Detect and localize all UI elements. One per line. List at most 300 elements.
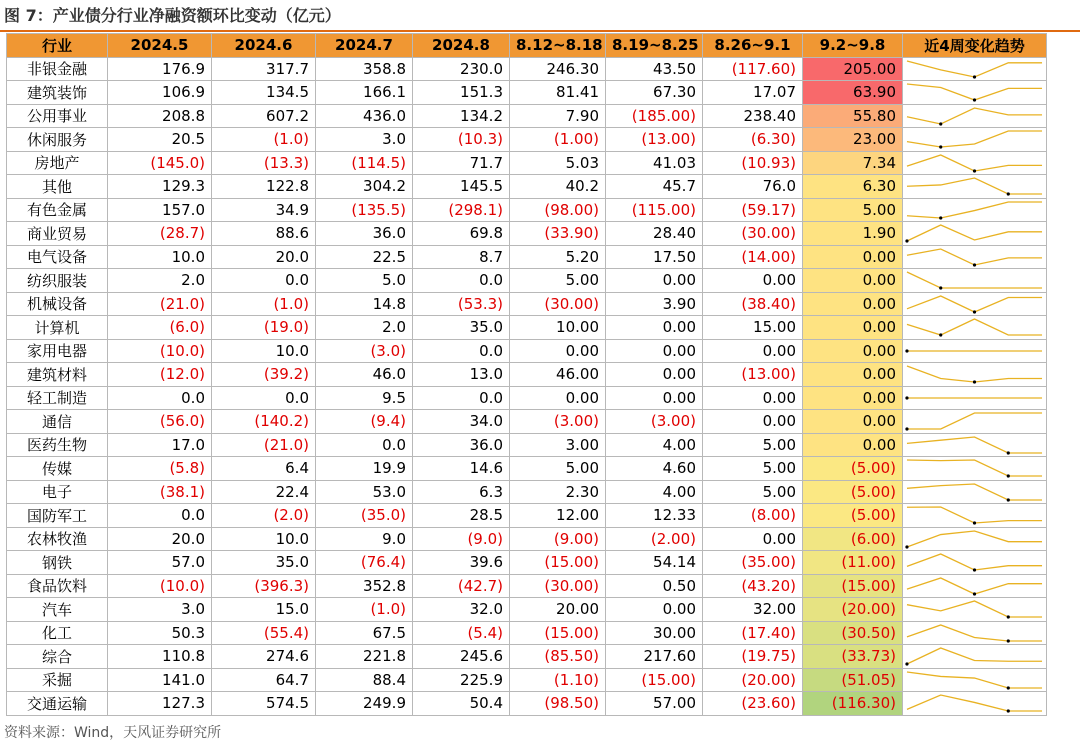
value-cell: 134.5 — [212, 81, 316, 105]
value-cell: 0.0 — [413, 269, 510, 293]
value-cell: 34.9 — [212, 198, 316, 222]
sparkline-line — [907, 460, 1042, 476]
table-row — [7, 198, 1047, 222]
table-row — [7, 574, 1047, 598]
table-row — [7, 504, 1047, 528]
trend-sparkline — [903, 363, 1047, 387]
column-header: 2024.6 — [212, 34, 316, 58]
trend-sparkline — [903, 292, 1047, 316]
value-cell: (20.00) — [703, 668, 803, 692]
value-cell: 45.7 — [606, 175, 703, 199]
value-cell: 317.7 — [212, 57, 316, 81]
industry-name: 计算机 — [7, 316, 108, 340]
latest-week-value: (116.30) — [803, 692, 903, 716]
table-row — [7, 692, 1047, 716]
industry-name: 非银金融 — [7, 57, 108, 81]
value-cell: (10.93) — [703, 151, 803, 175]
trend-sparkline — [903, 316, 1047, 340]
value-cell: 36.0 — [413, 433, 510, 457]
table-row — [7, 598, 1047, 622]
value-cell: 3.00 — [510, 433, 606, 457]
value-cell: 245.6 — [413, 645, 510, 669]
value-cell: 22.4 — [212, 480, 316, 504]
value-cell: 88.6 — [212, 222, 316, 246]
value-cell: (12.0) — [108, 363, 212, 387]
value-cell: 43.50 — [606, 57, 703, 81]
value-cell: 9.5 — [316, 386, 413, 410]
value-cell: 5.00 — [703, 433, 803, 457]
trend-sparkline — [903, 104, 1047, 128]
sparkline-svg — [903, 528, 1046, 550]
value-cell: 5.03 — [510, 151, 606, 175]
sparkline-line — [907, 108, 1042, 124]
value-cell: (6.30) — [703, 128, 803, 152]
table-row — [7, 480, 1047, 504]
value-cell: (85.50) — [510, 645, 606, 669]
figure-title: 图 7：产业债分行业净融资额环比变动（亿元） — [4, 6, 341, 25]
sparkline-svg — [903, 387, 1046, 409]
sparkline-svg — [903, 340, 1046, 362]
value-cell: 106.9 — [108, 81, 212, 105]
value-cell: 71.7 — [413, 151, 510, 175]
value-cell: 10.0 — [108, 245, 212, 269]
value-cell: (28.7) — [108, 222, 212, 246]
value-cell: 10.0 — [212, 527, 316, 551]
value-cell: 5.0 — [316, 269, 413, 293]
value-cell: 67.5 — [316, 621, 413, 645]
value-cell: 64.7 — [212, 668, 316, 692]
sparkline-line — [907, 578, 1042, 594]
value-cell: (42.7) — [413, 574, 510, 598]
industry-name: 电子 — [7, 480, 108, 504]
value-cell: 10.0 — [212, 339, 316, 363]
value-cell: 12.00 — [510, 504, 606, 528]
sparkline-svg — [903, 316, 1046, 338]
value-cell: 54.14 — [606, 551, 703, 575]
table-row — [7, 339, 1047, 363]
sparkline-line — [907, 366, 1042, 382]
value-cell: 6.4 — [212, 457, 316, 481]
value-cell: 230.0 — [413, 57, 510, 81]
industry-net-financing-table — [6, 33, 1047, 716]
sparkline-line — [907, 178, 1042, 194]
value-cell: 166.1 — [316, 81, 413, 105]
sparkline-line — [907, 202, 1042, 218]
value-cell: 30.00 — [606, 621, 703, 645]
value-cell: (55.4) — [212, 621, 316, 645]
trend-sparkline — [903, 222, 1047, 246]
value-cell: 8.7 — [413, 245, 510, 269]
sparkline-line — [907, 61, 1042, 77]
value-cell: 0.00 — [703, 527, 803, 551]
table-row — [7, 104, 1047, 128]
sparkline-svg — [903, 457, 1046, 479]
value-cell: (53.3) — [413, 292, 510, 316]
value-cell: 0.00 — [606, 339, 703, 363]
sparkline-svg — [903, 551, 1046, 573]
trend-sparkline — [903, 128, 1047, 152]
value-cell: 0.00 — [606, 386, 703, 410]
latest-week-value: 23.00 — [803, 128, 903, 152]
trend-sparkline — [903, 645, 1047, 669]
value-cell: 0.00 — [606, 269, 703, 293]
sparkline-svg — [903, 152, 1046, 174]
value-cell: 9.0 — [316, 527, 413, 551]
value-cell: (396.3) — [212, 574, 316, 598]
table-row — [7, 151, 1047, 175]
sparkline-svg — [903, 575, 1046, 597]
latest-week-value: 5.00 — [803, 198, 903, 222]
value-cell: (38.40) — [703, 292, 803, 316]
value-cell: 0.0 — [212, 386, 316, 410]
value-cell: 35.0 — [212, 551, 316, 575]
sparkline-line — [907, 84, 1042, 100]
trend-sparkline — [903, 269, 1047, 293]
sparkline-svg — [903, 410, 1046, 432]
latest-week-value: (33.73) — [803, 645, 903, 669]
value-cell: (21.0) — [212, 433, 316, 457]
table-row — [7, 527, 1047, 551]
trend-sparkline — [903, 457, 1047, 481]
value-cell: 249.9 — [316, 692, 413, 716]
table-header-row — [7, 34, 1047, 58]
industry-name: 食品饮料 — [7, 574, 108, 598]
value-cell: 32.0 — [413, 598, 510, 622]
latest-week-value: (30.50) — [803, 621, 903, 645]
sparkline-svg — [903, 504, 1046, 526]
sparkline-min-marker — [973, 381, 976, 384]
trend-sparkline — [903, 245, 1047, 269]
industry-name: 房地产 — [7, 151, 108, 175]
value-cell: 69.8 — [413, 222, 510, 246]
value-cell: 13.0 — [413, 363, 510, 387]
value-cell: 28.5 — [413, 504, 510, 528]
value-cell: 88.4 — [316, 668, 413, 692]
sparkline-svg — [903, 645, 1046, 667]
value-cell: 0.00 — [703, 339, 803, 363]
sparkline-min-marker — [905, 240, 908, 243]
value-cell: (23.60) — [703, 692, 803, 716]
sparkline-svg — [903, 246, 1046, 268]
value-cell: (10.0) — [108, 339, 212, 363]
sparkline-line — [907, 296, 1042, 312]
industry-name: 国防军工 — [7, 504, 108, 528]
sparkline-min-marker — [939, 122, 942, 125]
sparkline-line — [907, 648, 1042, 664]
sparkline-svg — [903, 128, 1046, 150]
latest-week-value: (11.00) — [803, 551, 903, 575]
industry-name: 家用电器 — [7, 339, 108, 363]
value-cell: (76.4) — [316, 551, 413, 575]
value-cell: (135.5) — [316, 198, 413, 222]
sparkline-min-marker — [1007, 498, 1010, 501]
sparkline-min-marker — [1007, 616, 1010, 619]
value-cell: 46.00 — [510, 363, 606, 387]
sparkline-min-marker — [1007, 639, 1010, 642]
latest-week-value: 0.00 — [803, 292, 903, 316]
value-cell: 36.0 — [316, 222, 413, 246]
sparkline-svg — [903, 199, 1046, 221]
value-cell: (5.4) — [413, 621, 510, 645]
sparkline-line — [907, 272, 1042, 288]
industry-name: 轻工制造 — [7, 386, 108, 410]
value-cell: 53.0 — [316, 480, 413, 504]
sparkline-line — [907, 319, 1042, 335]
value-cell: 35.0 — [413, 316, 510, 340]
value-cell: 20.0 — [108, 527, 212, 551]
value-cell: (298.1) — [413, 198, 510, 222]
value-cell: 134.2 — [413, 104, 510, 128]
trend-sparkline — [903, 527, 1047, 551]
value-cell: 20.0 — [212, 245, 316, 269]
value-cell: (17.40) — [703, 621, 803, 645]
sparkline-line — [907, 695, 1042, 711]
value-cell: (10.0) — [108, 574, 212, 598]
value-cell: (145.0) — [108, 151, 212, 175]
value-cell: 15.00 — [703, 316, 803, 340]
value-cell: 358.8 — [316, 57, 413, 81]
latest-week-value: 55.80 — [803, 104, 903, 128]
latest-week-value: 0.00 — [803, 433, 903, 457]
sparkline-min-marker — [905, 349, 908, 352]
sparkline-min-marker — [905, 663, 908, 666]
value-cell: 22.5 — [316, 245, 413, 269]
industry-name: 纺织服装 — [7, 269, 108, 293]
latest-week-value: 6.30 — [803, 175, 903, 199]
value-cell: 7.90 — [510, 104, 606, 128]
sparkline-line — [907, 601, 1042, 617]
table-row — [7, 621, 1047, 645]
sparkline-line — [907, 625, 1042, 641]
sparkline-svg — [903, 669, 1046, 691]
trend-sparkline — [903, 386, 1047, 410]
sparkline-line — [907, 249, 1042, 265]
latest-week-value: (5.00) — [803, 480, 903, 504]
industry-name: 其他 — [7, 175, 108, 199]
value-cell: (2.00) — [606, 527, 703, 551]
value-cell: 0.00 — [606, 316, 703, 340]
latest-week-value: 7.34 — [803, 151, 903, 175]
sparkline-svg — [903, 434, 1046, 456]
sparkline-line — [907, 484, 1042, 500]
table-row — [7, 316, 1047, 340]
value-cell: (115.00) — [606, 198, 703, 222]
trend-sparkline — [903, 668, 1047, 692]
sparkline-min-marker — [939, 146, 942, 149]
title-divider — [0, 30, 1080, 32]
value-cell: 0.00 — [606, 598, 703, 622]
value-cell: 217.60 — [606, 645, 703, 669]
value-cell: 76.0 — [703, 175, 803, 199]
value-cell: 0.00 — [510, 386, 606, 410]
value-cell: 19.9 — [316, 457, 413, 481]
sparkline-min-marker — [939, 334, 942, 337]
industry-name: 公用事业 — [7, 104, 108, 128]
value-cell: (15.00) — [510, 551, 606, 575]
value-cell: 0.0 — [108, 386, 212, 410]
industry-name: 农林牧渔 — [7, 527, 108, 551]
table-row — [7, 645, 1047, 669]
value-cell: (13.00) — [703, 363, 803, 387]
trend-sparkline — [903, 598, 1047, 622]
industry-name: 医药生物 — [7, 433, 108, 457]
trend-sparkline — [903, 574, 1047, 598]
value-cell: 57.00 — [606, 692, 703, 716]
value-cell: (30.00) — [703, 222, 803, 246]
sparkline-min-marker — [973, 99, 976, 102]
value-cell: 14.6 — [413, 457, 510, 481]
latest-week-value: 0.00 — [803, 245, 903, 269]
value-cell: 221.8 — [316, 645, 413, 669]
industry-name: 汽车 — [7, 598, 108, 622]
value-cell: (140.2) — [212, 410, 316, 434]
sparkline-svg — [903, 598, 1046, 620]
industry-name: 有色金属 — [7, 198, 108, 222]
trend-sparkline — [903, 433, 1047, 457]
trend-sparkline — [903, 480, 1047, 504]
trend-sparkline — [903, 621, 1047, 645]
industry-name: 休闲服务 — [7, 128, 108, 152]
value-cell: 0.0 — [413, 339, 510, 363]
value-cell: 12.33 — [606, 504, 703, 528]
value-cell: 3.90 — [606, 292, 703, 316]
value-cell: 436.0 — [316, 104, 413, 128]
column-header: 行业 — [7, 34, 108, 58]
industry-name: 化工 — [7, 621, 108, 645]
value-cell: 0.50 — [606, 574, 703, 598]
value-cell: 6.3 — [413, 480, 510, 504]
value-cell: (39.2) — [212, 363, 316, 387]
value-cell: 0.00 — [703, 410, 803, 434]
value-cell: (30.00) — [510, 574, 606, 598]
sparkline-line — [907, 155, 1042, 171]
sparkline-svg — [903, 105, 1046, 127]
trend-sparkline — [903, 504, 1047, 528]
value-cell: 4.00 — [606, 433, 703, 457]
sparkline-svg — [903, 481, 1046, 503]
sparkline-line — [907, 131, 1042, 147]
sparkline-line — [907, 507, 1042, 523]
latest-week-value: 0.00 — [803, 269, 903, 293]
industry-name: 综合 — [7, 645, 108, 669]
sparkline-svg — [903, 175, 1046, 197]
value-cell: 0.00 — [703, 269, 803, 293]
trend-sparkline — [903, 198, 1047, 222]
sparkline-min-marker — [1007, 710, 1010, 713]
value-cell: 0.00 — [510, 339, 606, 363]
value-cell: (9.0) — [413, 527, 510, 551]
value-cell: 67.30 — [606, 81, 703, 105]
value-cell: 4.00 — [606, 480, 703, 504]
sparkline-min-marker — [939, 287, 942, 290]
sparkline-min-marker — [905, 396, 908, 399]
latest-week-value: (5.00) — [803, 504, 903, 528]
sparkline-min-marker — [973, 310, 976, 313]
industry-name: 电气设备 — [7, 245, 108, 269]
trend-sparkline — [903, 151, 1047, 175]
value-cell: (1.0) — [212, 128, 316, 152]
value-cell: 5.00 — [510, 457, 606, 481]
column-header: 8.26~9.1 — [703, 34, 803, 58]
sparkline-svg — [903, 692, 1046, 714]
value-cell: 5.00 — [703, 480, 803, 504]
sparkline-svg — [903, 58, 1046, 80]
sparkline-svg — [903, 293, 1046, 315]
value-cell: (117.60) — [703, 57, 803, 81]
sparkline-line — [907, 531, 1042, 547]
sparkline-line — [907, 554, 1042, 570]
value-cell: 238.40 — [703, 104, 803, 128]
trend-sparkline — [903, 339, 1047, 363]
value-cell: 2.0 — [316, 316, 413, 340]
latest-week-value: 0.00 — [803, 339, 903, 363]
sparkline-line — [907, 225, 1042, 241]
latest-week-value: (20.00) — [803, 598, 903, 622]
trend-sparkline — [903, 57, 1047, 81]
value-cell: (59.17) — [703, 198, 803, 222]
table-row — [7, 410, 1047, 434]
latest-week-value: (5.00) — [803, 457, 903, 481]
table-row — [7, 292, 1047, 316]
sparkline-line — [907, 437, 1042, 453]
sparkline-min-marker — [1007, 686, 1010, 689]
value-cell: (13.00) — [606, 128, 703, 152]
sparkline-svg — [903, 222, 1046, 244]
value-cell: 10.00 — [510, 316, 606, 340]
value-cell: 0.0 — [316, 433, 413, 457]
value-cell: (3.00) — [510, 410, 606, 434]
latest-week-value: 1.90 — [803, 222, 903, 246]
table-row — [7, 457, 1047, 481]
latest-week-value: (15.00) — [803, 574, 903, 598]
value-cell: 3.0 — [108, 598, 212, 622]
sparkline-min-marker — [939, 216, 942, 219]
column-header: 8.19~8.25 — [606, 34, 703, 58]
value-cell: (15.00) — [606, 668, 703, 692]
value-cell: (1.0) — [316, 598, 413, 622]
trend-sparkline — [903, 175, 1047, 199]
value-cell: (114.5) — [316, 151, 413, 175]
value-cell: 46.0 — [316, 363, 413, 387]
value-cell: 574.5 — [212, 692, 316, 716]
value-cell: (30.00) — [510, 292, 606, 316]
value-cell: 3.0 — [316, 128, 413, 152]
table-row — [7, 57, 1047, 81]
value-cell: 225.9 — [413, 668, 510, 692]
sparkline-line — [907, 672, 1042, 688]
sparkline-min-marker — [1007, 193, 1010, 196]
value-cell: 4.60 — [606, 457, 703, 481]
latest-week-value: 205.00 — [803, 57, 903, 81]
value-cell: (8.00) — [703, 504, 803, 528]
value-cell: 122.8 — [212, 175, 316, 199]
column-header: 2024.8 — [413, 34, 510, 58]
table-row — [7, 128, 1047, 152]
value-cell: 50.4 — [413, 692, 510, 716]
table-row — [7, 551, 1047, 575]
sparkline-min-marker — [1007, 475, 1010, 478]
value-cell: 0.0 — [212, 269, 316, 293]
table-row — [7, 245, 1047, 269]
table-row — [7, 433, 1047, 457]
sparkline-svg — [903, 622, 1046, 644]
value-cell: 129.3 — [108, 175, 212, 199]
industry-name: 建筑材料 — [7, 363, 108, 387]
value-cell: (14.00) — [703, 245, 803, 269]
value-cell: (38.1) — [108, 480, 212, 504]
value-cell: (13.3) — [212, 151, 316, 175]
value-cell: 2.30 — [510, 480, 606, 504]
